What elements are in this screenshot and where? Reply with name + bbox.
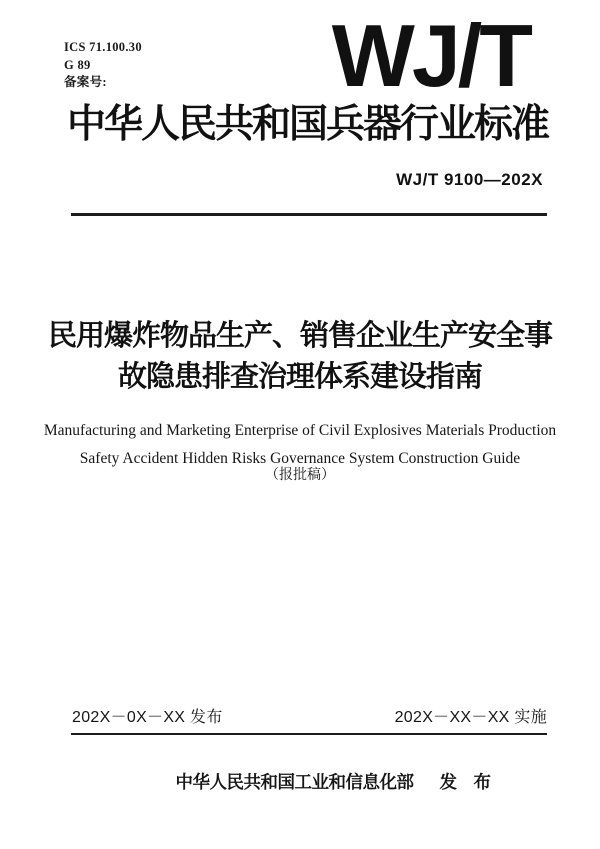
document-meta-block: [64, 39, 142, 92]
footer-rule: [71, 733, 547, 735]
publish-label: 发 布: [439, 772, 491, 792]
ics-code: ICS 71.100.30: [64, 40, 142, 54]
date-row: [72, 704, 547, 727]
standard-number: WJ/T 9100—202X: [396, 170, 543, 189]
title-line-2: 故隐患排查治理体系建设指南: [117, 361, 482, 393]
implement-date: 202X－XX－XX 实施: [394, 709, 547, 726]
issuer-row: [33, 769, 600, 794]
english-title-line-2: Safety Accident Hidden Risks Governance System Construction Guide: [79, 450, 521, 467]
english-title-line-1: Manufacturing and Marketing Enterprise of Civil Explosives Materials Production: [43, 422, 557, 439]
wjt-logo: WJ/T: [331, 6, 530, 105]
draft-note: （报批稿）: [265, 468, 335, 483]
issuing-authority: 中华人民共和国工业和信息化部: [175, 772, 414, 792]
header-rule: [71, 213, 547, 216]
classification-code: G 89: [64, 57, 91, 72]
record-number-label: 备案号:: [64, 75, 107, 89]
issue-date: 202X－0X－XX 发布: [72, 709, 223, 726]
title-line-1: 民用爆炸物品生产、销售企业生产安全事: [47, 320, 552, 352]
document-title-chinese: [0, 316, 600, 398]
standard-name-heading: 中华人民共和国兵器行业标准: [67, 103, 549, 146]
